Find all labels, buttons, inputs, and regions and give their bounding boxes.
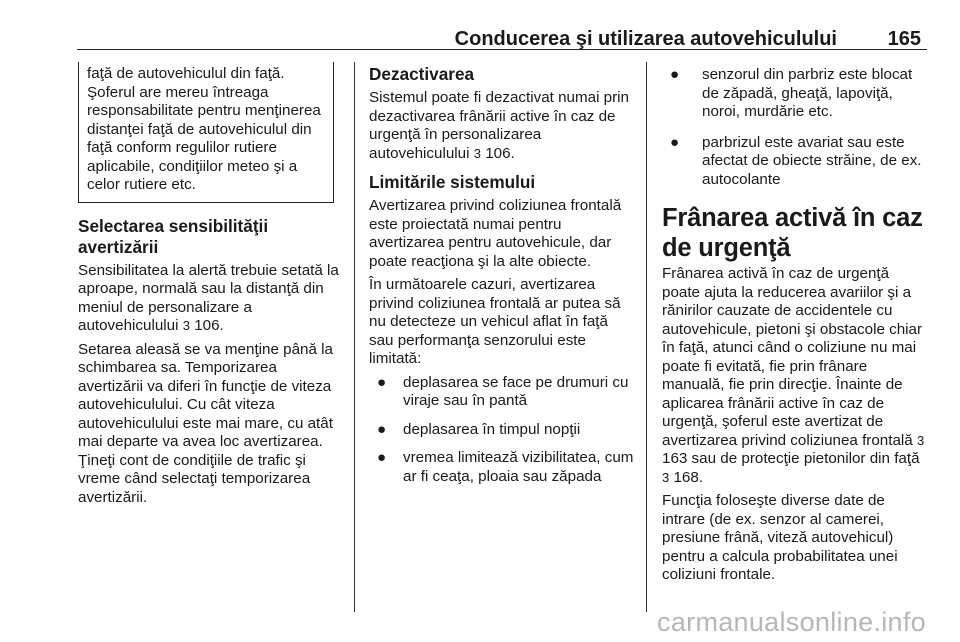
bullet-icon: ● [670,66,680,83]
section-heading-sensitivity: Selectarea sensibilităţii avertizării [78,215,269,257]
paragraph: În următoarele cazuri, avertizarea privind coliziunea frontală ar putea să nu detecteze un vehicul aflat în faţă sau performanţa senzorului este limitată: [369,276,621,367]
page-number: 165 [887,28,921,50]
page-ref-icon: 3 [182,318,190,333]
bullet-icon: ● [377,449,387,466]
section-heading-deactivation: Dezactivarea [369,64,475,84]
paragraph: Setarea aleasă se va menţine până la schimbarea sa. Temporizarea avertizării va diferi în funcţie de viteza autovehiculului. Cu cât viteza autovehiculului este mai mare, cu atât mai departe va avea loc avertizarea. Ţineţi cont de condiţiile de trafic şi vreme când selectaţi temporizarea avertizării. [78,340,333,506]
list-item: ● vremea limitează vizibilitatea, cum ar fi ceaţa, ploaia sau zăpada [377,449,634,485]
list-item: ● deplasarea se face pe drumuri cu viraje sau în pantă [377,373,629,409]
column-2 [369,62,635,496]
page-header [77,8,927,50]
list-item: ● senzorul din parbriz este blocat de zăpadă, gheaţă, lapoviţă, noroi, murdărie etc. [670,66,913,120]
column-divider-1 [354,62,355,612]
page-ref-link[interactable]: 163 sau de protecţie pietonilor din faţă [662,450,920,467]
section-heading-limitations: Limitările sistemului [369,172,536,192]
watermark: carmanualsonline.info [657,607,926,637]
page-ref-icon: 3 [662,469,670,485]
column-3 [662,62,928,590]
paragraph: Funcţia foloseşte diverse date de intrare (de ex. senzor al camerei, presiune frână, viteză autovehicul) pentru a calcula probabilitatea unei coliziuni frontale. [662,492,898,583]
bullet-icon: ● [377,420,387,438]
note-box [78,62,334,203]
list-item: ● parbrizul este avariat sau este afectat de obiecte străine, de ex. autocolante [670,133,922,188]
bullet-icon: ● [377,373,387,391]
paragraph: Sistemul poate fi dezactivat numai prin dezactivarea frânării active în caz de urgenţă în personalizarea autovehiculului 3 106. [369,89,630,162]
page-ref-icon: 3 [916,432,925,448]
bullet-icon: ● [670,133,680,151]
list-item: ● deplasarea în timpul nopţii [377,420,581,438]
chapter-title: Conducerea şi utilizarea autovehiculului [454,28,837,50]
page-ref-link[interactable]: 106. [485,144,515,162]
page-ref-icon: 3 [473,145,481,161]
column-1 [78,62,344,512]
limitations-list [369,374,635,487]
column-divider-2 [646,62,647,612]
paragraph: Frânarea activă în caz de urgenţă poate ajuta la reducerea avariilor şi a rănirilor cauzate de accidentele cu autovehicule, pietoni şi obstacole chiar în faţă, atunci când o coliziune nu mai poate fi evitată, fie prin frânare manuală, fie prin direcţie. Înainte de aplicarea frânării active în caz de urgenţă, şoferul este avertizat de avertizarea privind coliziunea frontală 3 163 sau de protecţie pietonilor din faţă 3 168. [662,265,925,486]
page-ref-link[interactable]: 106. [194,317,224,334]
note-text: faţă de autovehiculul din faţă. Şoferul are mereu întreaga responsabilitate pentru menţinerea distanţei faţă de autovehiculul din faţă conform regulilor rutiere aplicabile, condiţiilor meteo şi a celor rutiere etc. [87,65,321,193]
section-heading-emergency-braking: Frânarea activă în caz de urgenţă [662,204,923,262]
page-ref-link[interactable]: 168. [673,468,704,486]
paragraph: Sensibilitatea la alertă trebuie setată la aproape, normală sau la distanţă din meniul de personalizare a autovehiculului 3 106. [78,261,339,334]
paragraph: Avertizarea privind coliziunea frontală este proiectată numai pentru avertizarea pentru autovehicule, dar poate reacţiona şi la alte obiecte. [369,197,622,270]
limitations-list-continued [662,66,928,189]
